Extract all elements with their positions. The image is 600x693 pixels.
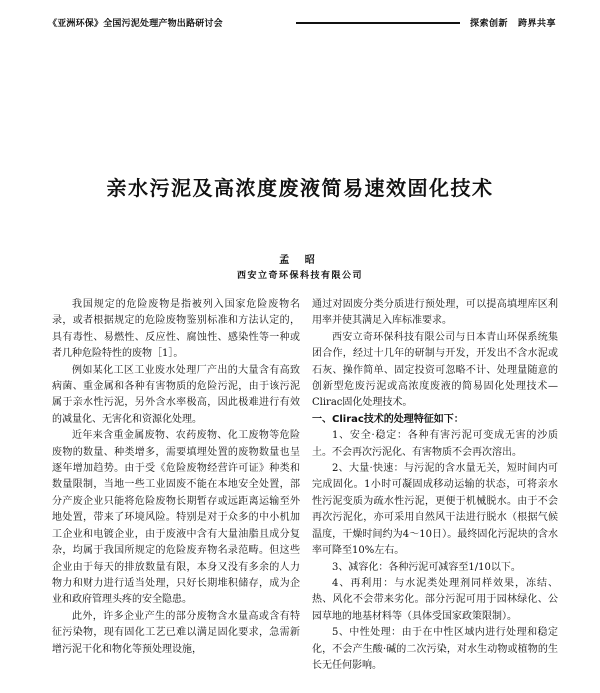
header-rule xyxy=(296,22,460,24)
paragraph: 近年来含重金属废物、农药废物、化工废物等危险废物的数量、种类增多，需要填埋处置的废物数量也呈逐年增加趋势。由于受《危险废物经营许可证》种类和数量限制，当地一些工业固废不能在本地安全处置，部分产废企业只能将危险废物长期暂存或远距离运输至外地处置，带来了环境风险。特别是对于众多的中小机加工企业和电镀企业，由于废液中含有大量油脂且成分复杂，均属于我国所规定的危险废弃物名录范畴。但这些企业由于每天的排放数量有限，本身又没有多余的人力物力和财力进行适当处理，只好长期堆积储存，成为企业和政府管理头疼的安全隐患。 xyxy=(52,430,300,606)
author-affiliation: 西安立奇环保科技有限公司 xyxy=(236,271,363,281)
running-header xyxy=(48,13,556,29)
paragraph: 西安立奇环保科技有限公司与日本青山环保系统集团合作，经过十几年的研制与开发，开发出不含水泥或石灰、操作简单、固定投资可忽略不计、处理量随意的创新型危废污泥或高浓度废液的简易固化处理技术—Clirac固化处理技术。 xyxy=(312,331,558,409)
article-title: 亲水污泥及高浓度废液简易速效固化技术 xyxy=(106,176,494,200)
paragraph: 例如某化工区工业废水处理厂产出的大量含有高致病菌、重金属和各种有害物质的危险污泥，由于该污泥属于亲水性污泥，另外含水率极高，因此极难进行有效的减量化、无害化和资源化处理。 xyxy=(52,364,300,425)
header-slogan-1: 探索创新 xyxy=(469,19,508,29)
section-heading: 一、Clirac技术的处理特征如下： xyxy=(312,413,464,425)
header-slogan xyxy=(460,16,556,29)
header-slogan-2: 跨界共享 xyxy=(517,19,556,29)
author-name: 孟 昭 xyxy=(279,255,321,266)
paragraph: 3、减容化：各种污泥可减容至1/10以下。 xyxy=(332,561,521,573)
paragraph: 5、中性处理：由于在中性区域内进行处理和稳定化，不会产生酸·碱的二次污染，对水生动物或植物的生长无任何影响。 xyxy=(312,627,558,671)
right-column xyxy=(312,297,558,674)
paragraph: 4、再利用：与水泥类处理剂同样效果，冻结、热、风化不会带来劣化。部分污泥可用于园林绿化、公园草地的地基材料等（具体受国家政策限制）。 xyxy=(312,577,558,622)
paragraph: 通过对固废分类分质进行预处理，可以提高填埋库区利用率并使其满足入库标准要求。 xyxy=(312,299,558,327)
left-column xyxy=(52,297,300,658)
paragraph: 2、大量·快速：与污泥的含水量无关，短时间内可完成固化。1小时可凝固成移动运输的状态，可将亲水性污泥变质为疏水性污泥，更便于机械脱水。由于不会再次污泥化，亦可采用自然风干法进行脱水（根据气候温度，干燥时间约为4～10日）。最终固化污泥块的含水率可降至10%左右。 xyxy=(312,463,558,557)
paragraph: 1、安全·稳定：各种有害污泥可变成无害的沙质土。不会再次污泥化、有害物质不会再次溶出。 xyxy=(312,430,558,458)
paragraph: 此外，许多企业产生的部分废物含水量高或含有特征污染物，现有固化工艺已难以满足固化要求，急需新增污泥干化和物化等预处理设施， xyxy=(52,610,300,655)
header-conference-name: 《亚洲环保》全国污泥处理产物出路研讨会 xyxy=(48,19,223,29)
paragraph: 我国规定的危险废物是指被列入国家危险废物名录，或者根据规定的危险废物鉴别标准和方法认定的，具有毒性、易燃性、反应性、腐蚀性、感染性等一种或者几种危险特性的废物［1］。 xyxy=(52,299,300,360)
